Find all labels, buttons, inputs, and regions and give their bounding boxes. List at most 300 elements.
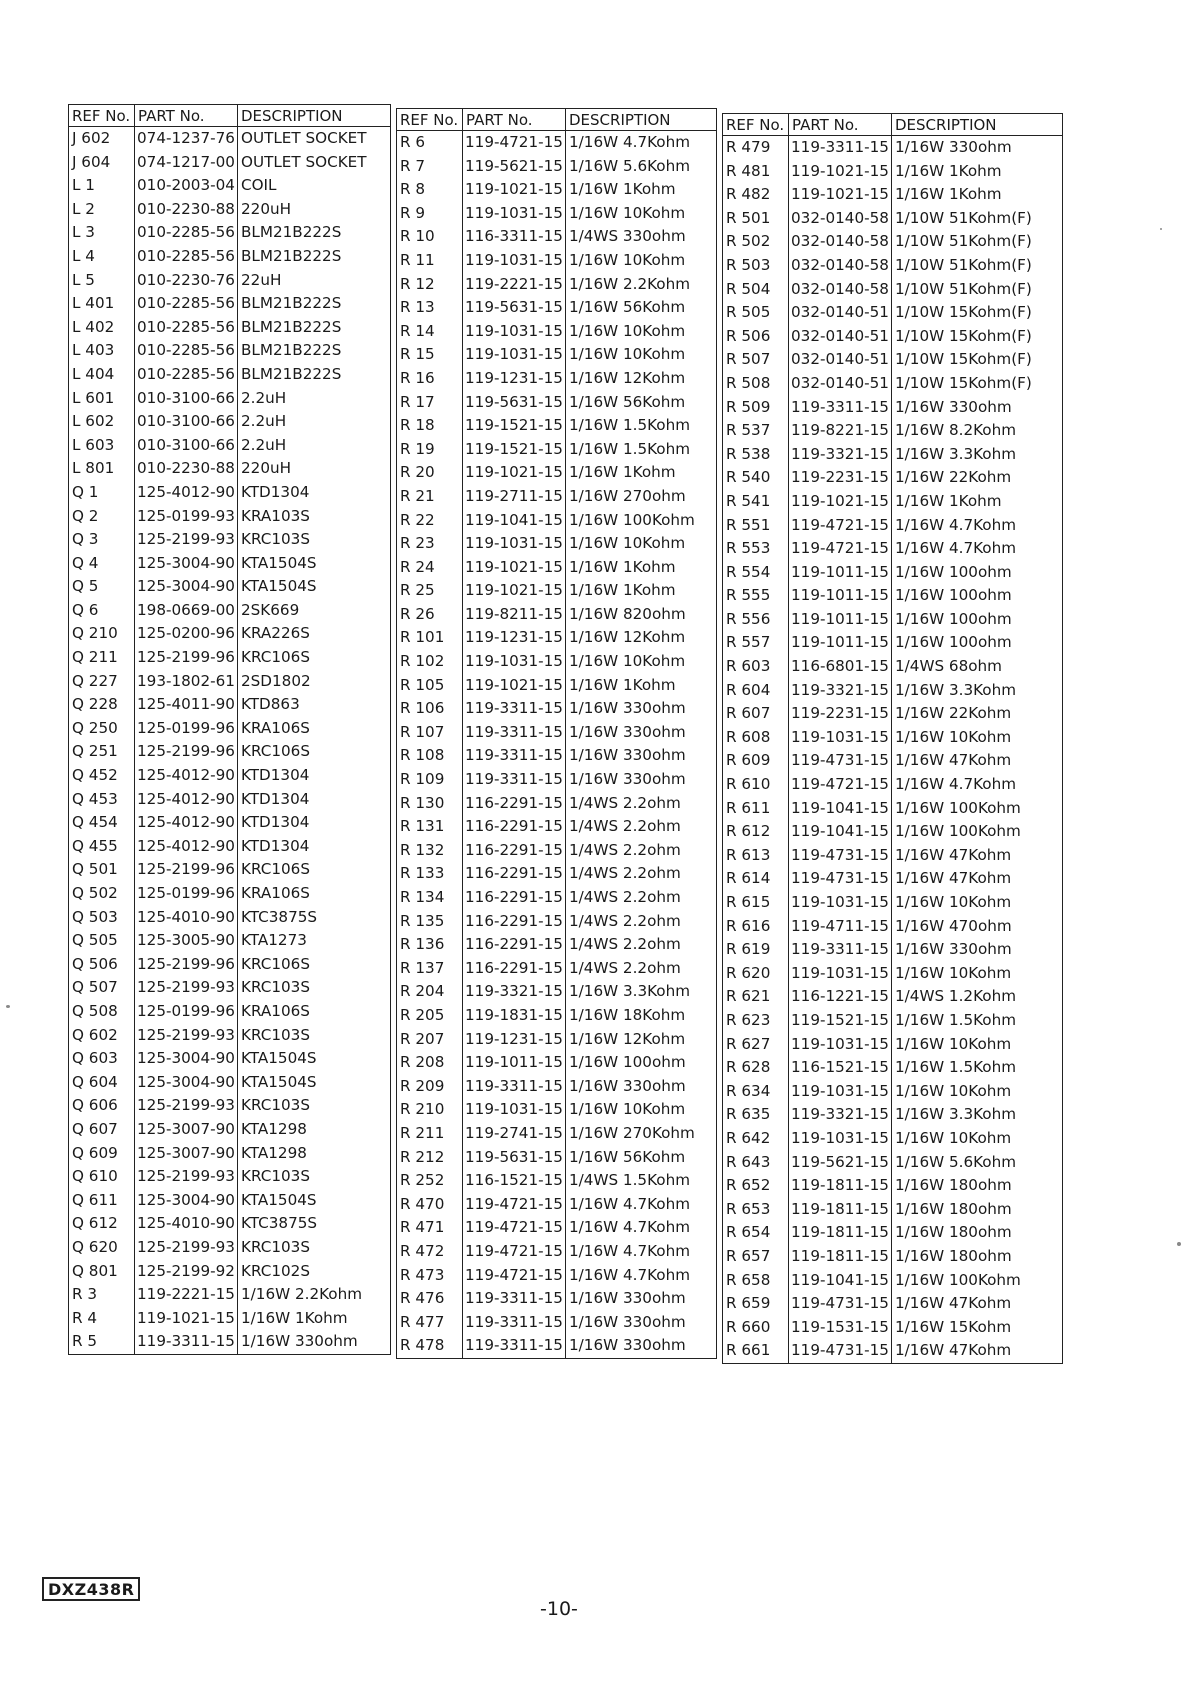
ref-no-cell: R 658 (723, 1269, 789, 1293)
description-cell: 1/16W 10Kohm (569, 321, 686, 340)
ref-no-cell: R 506 (723, 325, 789, 349)
description-cell: 1/16W 10Kohm (569, 250, 686, 269)
description-cell: 1/16W 47Kohm (895, 751, 1012, 770)
parts-row (723, 1103, 1063, 1127)
part-no-cell: 125-2199-96 (135, 646, 238, 670)
part-no-cell: 119-1231-15 (463, 367, 566, 391)
ref-no-cell: Q 507 (69, 976, 135, 1000)
description-cell: 1/16W 1Kohm (241, 1308, 348, 1327)
ref-no-cell: Q 502 (69, 882, 135, 906)
description-cell: KRC103S (241, 978, 310, 997)
description-cell: 1/4WS 2.2ohm (569, 793, 681, 812)
description-cell: KRA106S (241, 718, 310, 737)
description-cell: 1/16W 100Kohm (895, 1270, 1021, 1289)
ref-no-cell: R 479 (723, 136, 789, 160)
ref-no-cell: R 20 (397, 461, 463, 485)
part-no-cell: 125-3005-90 (135, 929, 238, 953)
description-cell: 1/4WS 2.2ohm (569, 840, 681, 859)
ref-no-cell: Q 4 (69, 552, 135, 576)
parts-row (397, 178, 717, 202)
parts-row (69, 151, 391, 175)
parts-row (69, 1071, 391, 1095)
part-no-cell: 032-0140-58 (789, 278, 892, 302)
parts-row (723, 183, 1063, 207)
ref-no-cell: R 134 (397, 886, 463, 910)
part-no-cell: 125-4011-90 (135, 693, 238, 717)
part-no-cell: 119-1021-15 (463, 674, 566, 698)
header-ref-no: REF No. (397, 109, 463, 131)
header-ref-no: REF No. (723, 114, 789, 136)
description-cell: KTD1304 (241, 482, 310, 501)
parts-row (723, 396, 1063, 420)
description-cell: KRA106S (241, 1001, 310, 1020)
ref-no-cell: R 541 (723, 490, 789, 514)
part-no-cell: 119-4721-15 (789, 514, 892, 538)
ref-no-cell: R 22 (397, 509, 463, 533)
description-cell: 1/16W 100Kohm (895, 798, 1021, 817)
ref-no-cell: R 616 (723, 915, 789, 939)
parts-row (723, 443, 1063, 467)
ref-no-cell: R 106 (397, 697, 463, 721)
part-no-cell: 119-3311-15 (463, 1311, 566, 1335)
description-cell: 1/16W 180ohm (895, 1246, 1012, 1265)
ref-no-cell: R 252 (397, 1169, 463, 1193)
description-cell: 1/16W 10Kohm (569, 534, 686, 553)
parts-row (69, 811, 391, 835)
part-no-cell: 119-1521-15 (463, 414, 566, 438)
parts-row (397, 320, 717, 344)
ref-no-cell: L 2 (69, 198, 135, 222)
part-no-cell: 074-1217-00 (135, 151, 238, 175)
part-no-cell: 119-1031-15 (789, 891, 892, 915)
description-cell: KTC3875S (241, 907, 318, 926)
part-no-cell: 125-2199-93 (135, 1165, 238, 1189)
description-cell: 1/16W 1Kohm (895, 491, 1002, 510)
parts-row (723, 561, 1063, 585)
description-cell: 1/16W 100ohm (895, 586, 1012, 605)
ref-no-cell: R 615 (723, 891, 789, 915)
parts-row (397, 1264, 717, 1288)
header-part-no: PART No. (463, 109, 566, 131)
parts-row (69, 1236, 391, 1260)
part-no-cell: 119-1811-15 (789, 1174, 892, 1198)
description-cell: 1/16W 10Kohm (569, 652, 686, 671)
parts-row (397, 1146, 717, 1170)
parts-row (723, 1198, 1063, 1222)
part-no-cell: 119-5631-15 (463, 391, 566, 415)
parts-row (397, 1122, 717, 1146)
description-cell: 1/16W 1Kohm (895, 161, 1002, 180)
part-no-cell: 125-3004-90 (135, 1071, 238, 1095)
ref-no-cell: R 503 (723, 254, 789, 278)
parts-row (723, 1174, 1063, 1198)
description-cell: 1/16W 18Kohm (569, 1005, 686, 1024)
description-cell: KTA1504S (241, 577, 317, 596)
parts-table-body (723, 136, 1063, 1364)
parts-row (397, 768, 717, 792)
ref-no-cell: R 11 (397, 249, 463, 273)
ref-no-cell: Q 452 (69, 764, 135, 788)
part-no-cell: 116-3311-15 (463, 225, 566, 249)
description-cell: 1/10W 51Kohm(F) (895, 232, 1032, 251)
description-cell: KRA103S (241, 506, 310, 525)
ref-no-cell: Q 5 (69, 575, 135, 599)
ref-no-cell: R 643 (723, 1151, 789, 1175)
ref-no-cell: R 212 (397, 1146, 463, 1170)
ref-no-cell: Q 606 (69, 1094, 135, 1118)
part-no-cell: 032-0140-51 (789, 325, 892, 349)
parts-row (69, 740, 391, 764)
description-cell: 1/16W 10Kohm (895, 1128, 1012, 1147)
part-no-cell: 119-5631-15 (463, 296, 566, 320)
ref-no-cell: L 603 (69, 434, 135, 458)
ref-no-cell: R 470 (397, 1193, 463, 1217)
ref-no-cell: L 602 (69, 410, 135, 434)
part-no-cell: 119-1811-15 (789, 1245, 892, 1269)
part-no-cell: 125-4012-90 (135, 835, 238, 859)
part-no-cell: 119-3311-15 (789, 136, 892, 160)
part-no-cell: 119-1031-15 (463, 343, 566, 367)
description-cell: KTA1504S (241, 553, 317, 572)
parts-row (69, 1118, 391, 1142)
ref-no-cell: R 623 (723, 1009, 789, 1033)
header-part-no: PART No. (789, 114, 892, 136)
description-cell: 1/16W 47Kohm (895, 869, 1012, 888)
description-cell: 1/16W 22Kohm (895, 468, 1012, 487)
parts-row (397, 603, 717, 627)
part-no-cell: 119-5621-15 (463, 155, 566, 179)
parts-row (723, 514, 1063, 538)
part-no-cell: 119-1031-15 (463, 202, 566, 226)
ref-no-cell: R 551 (723, 514, 789, 538)
ref-no-cell: R 211 (397, 1122, 463, 1146)
ref-no-cell: Q 508 (69, 1000, 135, 1024)
part-no-cell: 119-8211-15 (463, 603, 566, 627)
ref-no-cell: R 507 (723, 348, 789, 372)
parts-row (723, 797, 1063, 821)
ref-no-cell: L 1 (69, 174, 135, 198)
parts-row (397, 886, 717, 910)
part-no-cell: 119-3311-15 (463, 1287, 566, 1311)
description-cell: 1/16W 10Kohm (895, 1081, 1012, 1100)
scan-speck (6, 1005, 10, 1008)
description-cell: 1/16W 10Kohm (569, 1100, 686, 1119)
parts-row (69, 245, 391, 269)
ref-no-cell: Q 609 (69, 1142, 135, 1166)
parts-row (723, 584, 1063, 608)
parts-row (397, 839, 717, 863)
ref-no-cell: R 614 (723, 867, 789, 891)
ref-no-cell: R 8 (397, 178, 463, 202)
description-cell: 1/16W 3.3Kohm (895, 1105, 1017, 1124)
description-cell: BLM21B222S (241, 317, 342, 336)
part-no-cell: 119-2231-15 (789, 702, 892, 726)
description-cell: KRC103S (241, 1237, 310, 1256)
parts-row (69, 481, 391, 505)
parts-row (397, 391, 717, 415)
part-no-cell: 116-2291-15 (463, 862, 566, 886)
parts-row (69, 410, 391, 434)
description-cell: 1/16W 5.6Kohm (569, 156, 691, 175)
description-cell: KRC103S (241, 530, 310, 549)
part-no-cell: 119-1011-15 (789, 561, 892, 585)
part-no-cell: 119-1031-15 (789, 726, 892, 750)
parts-row (723, 372, 1063, 396)
description-cell: 1/16W 15Kohm (895, 1317, 1012, 1336)
part-no-cell: 119-4731-15 (789, 749, 892, 773)
parts-row (69, 387, 391, 411)
description-cell: 1/4WS 2.2ohm (569, 911, 681, 930)
ref-no-cell: Q 453 (69, 788, 135, 812)
parts-row (69, 505, 391, 529)
parts-row (723, 419, 1063, 443)
part-no-cell: 010-2230-88 (135, 457, 238, 481)
parts-row (723, 679, 1063, 703)
ref-no-cell: R 133 (397, 862, 463, 886)
part-no-cell: 125-3007-90 (135, 1142, 238, 1166)
parts-row (69, 198, 391, 222)
description-cell: 2.2uH (241, 388, 287, 407)
description-cell: KRA106S (241, 884, 310, 902)
ref-no-cell: R 102 (397, 650, 463, 674)
parts-row (723, 301, 1063, 325)
part-no-cell: 119-1011-15 (789, 584, 892, 608)
description-cell: 1/16W 820ohm (569, 604, 686, 623)
ref-no-cell: R 611 (723, 797, 789, 821)
description-cell: 1/16W 330ohm (241, 1332, 358, 1351)
parts-row (723, 891, 1063, 915)
ref-no-cell: Q 612 (69, 1212, 135, 1236)
description-cell: 2.2uH (241, 412, 287, 431)
part-no-cell: 119-1011-15 (789, 631, 892, 655)
part-no-cell: 119-3321-15 (789, 1103, 892, 1127)
part-no-cell: 010-2285-56 (135, 245, 238, 269)
ref-no-cell: R 9 (397, 202, 463, 226)
parts-table-header (69, 105, 391, 127)
part-no-cell: 119-4721-15 (789, 537, 892, 561)
part-no-cell: 116-2291-15 (463, 792, 566, 816)
part-no-cell: 198-0669-00 (135, 599, 238, 623)
ref-no-cell: R 659 (723, 1292, 789, 1316)
ref-no-cell: Q 611 (69, 1189, 135, 1213)
ref-no-cell: R 130 (397, 792, 463, 816)
description-cell: 1/16W 330ohm (895, 138, 1012, 156)
header-ref-no: REF No. (69, 105, 135, 127)
ref-no-cell: R 504 (723, 278, 789, 302)
parts-row (69, 882, 391, 906)
parts-row (397, 957, 717, 981)
ref-no-cell: Q 503 (69, 906, 135, 930)
description-cell: 1/16W 3.3Kohm (569, 982, 691, 1001)
parts-row (69, 127, 391, 151)
part-no-cell: 116-2291-15 (463, 957, 566, 981)
description-cell: KTD1304 (241, 836, 310, 855)
parts-row (69, 528, 391, 552)
description-cell: BLM21B222S (241, 294, 342, 313)
part-no-cell: 125-2199-96 (135, 953, 238, 977)
parts-row (723, 1009, 1063, 1033)
ref-no-cell: R 14 (397, 320, 463, 344)
part-no-cell: 125-0199-96 (135, 882, 238, 906)
parts-row (397, 249, 717, 273)
scan-speck (1177, 1242, 1181, 1246)
ref-no-cell: Q 602 (69, 1024, 135, 1048)
parts-row (723, 773, 1063, 797)
description-cell: 2SD1802 (241, 671, 311, 690)
part-no-cell: 125-3004-90 (135, 575, 238, 599)
part-no-cell: 119-1031-15 (463, 532, 566, 556)
part-no-cell: 119-3311-15 (463, 697, 566, 721)
part-no-cell: 119-4721-15 (463, 1240, 566, 1264)
part-no-cell: 119-4711-15 (789, 915, 892, 939)
part-no-cell: 119-2711-15 (463, 485, 566, 509)
description-cell: 1/10W 15Kohm(F) (895, 326, 1032, 345)
ref-no-cell: R 635 (723, 1103, 789, 1127)
part-no-cell: 032-0140-58 (789, 207, 892, 231)
part-no-cell: 119-2231-15 (789, 466, 892, 490)
description-cell: 1/4WS 2.2ohm (569, 935, 681, 954)
description-cell: 1/16W 10Kohm (895, 1034, 1012, 1053)
description-cell: 1/16W 4.7Kohm (569, 1241, 691, 1260)
ref-no-cell: R 210 (397, 1098, 463, 1122)
description-cell: KTA1504S (241, 1190, 317, 1209)
part-no-cell: 119-1021-15 (789, 160, 892, 184)
ref-no-cell: R 132 (397, 839, 463, 863)
part-no-cell: 119-1041-15 (789, 820, 892, 844)
parts-row (69, 764, 391, 788)
ref-no-cell: R 613 (723, 844, 789, 868)
description-cell: 1/16W 47Kohm (895, 1294, 1012, 1313)
description-cell: 1/16W 330ohm (569, 1336, 686, 1355)
description-cell: 1/16W 1.5Kohm (569, 439, 691, 458)
parts-row (723, 490, 1063, 514)
description-cell: 1/10W 15Kohm(F) (895, 350, 1032, 369)
parts-row (397, 933, 717, 957)
parts-row (397, 650, 717, 674)
ref-no-cell: Q 6 (69, 599, 135, 623)
part-no-cell: 119-1041-15 (463, 509, 566, 533)
parts-row (69, 858, 391, 882)
part-no-cell: 010-2230-76 (135, 269, 238, 293)
description-cell: KRC102S (241, 1261, 310, 1280)
description-cell: 1/16W 180ohm (895, 1176, 1012, 1195)
description-cell: 1/16W 1.5Kohm (895, 1058, 1017, 1077)
description-cell: 1/16W 56Kohm (569, 298, 686, 317)
part-no-cell: 119-1521-15 (789, 1009, 892, 1033)
part-no-cell: 119-1021-15 (789, 183, 892, 207)
description-cell: KRC106S (241, 648, 310, 667)
part-no-cell: 125-3004-90 (135, 1189, 238, 1213)
ref-no-cell: R 205 (397, 1004, 463, 1028)
description-cell: 1/4WS 2.2ohm (569, 817, 681, 836)
parts-row (69, 1307, 391, 1331)
parts-row (69, 457, 391, 481)
ref-no-cell: R 4 (69, 1307, 135, 1331)
parts-row (69, 1260, 391, 1284)
parts-row (69, 976, 391, 1000)
ref-no-cell: Q 454 (69, 811, 135, 835)
parts-row (397, 862, 717, 886)
description-cell: 1/16W 8.2Kohm (895, 421, 1017, 440)
part-no-cell: 125-4012-90 (135, 481, 238, 505)
description-cell: 220uH (241, 199, 292, 218)
part-no-cell: 010-2230-88 (135, 198, 238, 222)
description-cell: 1/16W 4.7Kohm (569, 133, 691, 151)
description-cell: KTA1273 (241, 931, 307, 950)
description-cell: BLM21B222S (241, 364, 342, 383)
scan-speck (1160, 228, 1162, 230)
description-cell: KTA1504S (241, 1072, 317, 1091)
ref-no-cell: R 557 (723, 631, 789, 655)
parts-row (723, 1033, 1063, 1057)
ref-no-cell: R 652 (723, 1174, 789, 1198)
parts-row (69, 717, 391, 741)
part-no-cell: 032-0140-51 (789, 372, 892, 396)
ref-no-cell: R 19 (397, 438, 463, 462)
parts-row (397, 697, 717, 721)
ref-no-cell: R 619 (723, 938, 789, 962)
part-no-cell: 119-1031-15 (789, 1127, 892, 1151)
description-cell: 1/16W 330ohm (895, 397, 1012, 416)
part-no-cell: 032-0140-58 (789, 230, 892, 254)
ref-no-cell: L 3 (69, 221, 135, 245)
parts-row (397, 1240, 717, 1264)
parts-row (723, 915, 1063, 939)
ref-no-cell: R 505 (723, 301, 789, 325)
ref-no-cell: Q 1 (69, 481, 135, 505)
ref-no-cell: R 538 (723, 443, 789, 467)
parts-row (723, 136, 1063, 160)
parts-row (397, 792, 717, 816)
ref-no-cell: R 653 (723, 1198, 789, 1222)
parts-row (69, 1094, 391, 1118)
part-no-cell: 125-2199-93 (135, 976, 238, 1000)
header-description: DESCRIPTION (238, 105, 391, 127)
description-cell: 1/16W 180ohm (895, 1223, 1012, 1242)
ref-no-cell: R 628 (723, 1056, 789, 1080)
parts-row (723, 938, 1063, 962)
parts-row (69, 1000, 391, 1024)
description-cell: 1/16W 100ohm (895, 633, 1012, 652)
part-no-cell: 116-2291-15 (463, 933, 566, 957)
ref-no-cell: R 21 (397, 485, 463, 509)
parts-row (69, 552, 391, 576)
part-no-cell: 119-1031-15 (463, 1098, 566, 1122)
parts-row (69, 599, 391, 623)
description-cell: KTD1304 (241, 813, 310, 832)
parts-row (397, 1216, 717, 1240)
description-cell: 1/16W 47Kohm (895, 845, 1012, 864)
parts-row (69, 953, 391, 977)
parts-row (397, 1051, 717, 1075)
ref-no-cell: R 109 (397, 768, 463, 792)
part-no-cell: 116-2291-15 (463, 886, 566, 910)
description-cell: BLM21B222S (241, 341, 342, 360)
parts-row (723, 1245, 1063, 1269)
parts-table-3 (722, 113, 1063, 1364)
ref-no-cell: R 107 (397, 721, 463, 745)
part-no-cell: 119-1021-15 (135, 1307, 238, 1331)
ref-no-cell: R 23 (397, 532, 463, 556)
part-no-cell: 119-4731-15 (789, 1292, 892, 1316)
ref-no-cell: L 402 (69, 316, 135, 340)
ref-no-cell: R 208 (397, 1051, 463, 1075)
description-cell: 1/16W 470ohm (895, 916, 1012, 935)
part-no-cell: 119-1021-15 (789, 490, 892, 514)
description-cell: 1/16W 47Kohm (895, 1341, 1012, 1360)
description-cell: 1/16W 330ohm (569, 722, 686, 741)
parts-row (69, 339, 391, 363)
